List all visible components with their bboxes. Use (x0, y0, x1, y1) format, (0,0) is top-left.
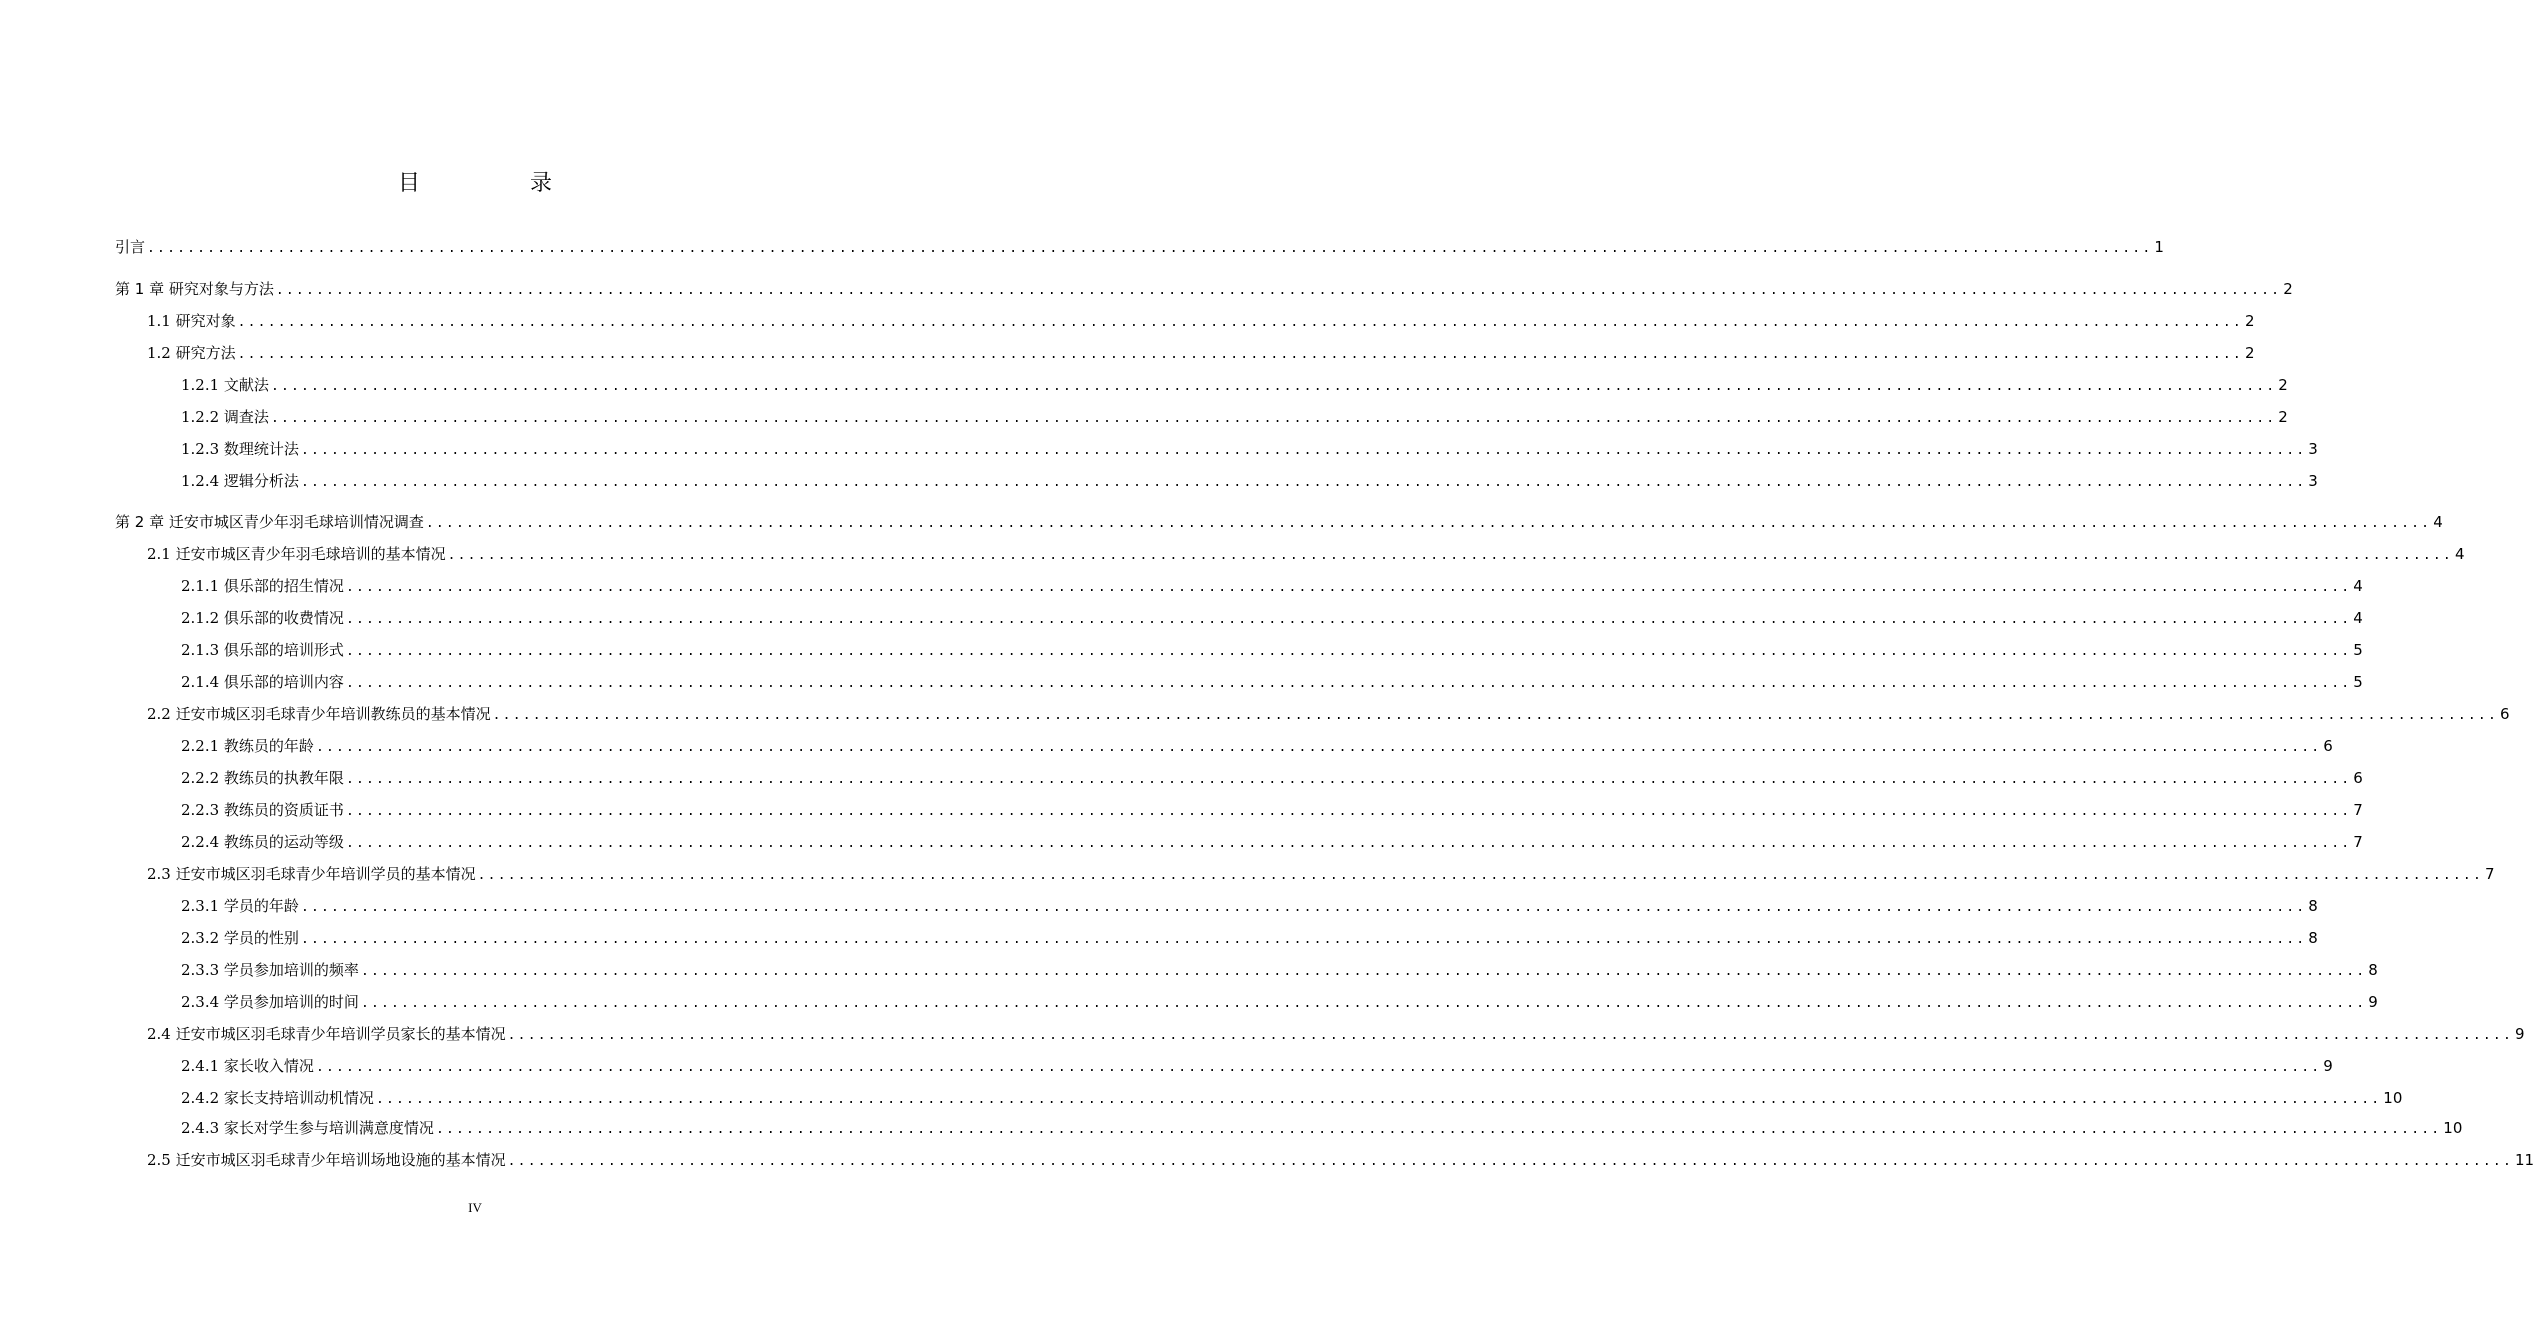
toc-entry-title: 2.1 迁安市城区青少年羽毛球培训的基本情况 (147, 545, 446, 563)
toc-entry[interactable] (147, 864, 2495, 886)
toc-entry[interactable] (147, 704, 2510, 726)
toc-entry[interactable] (181, 608, 2363, 630)
toc-entry[interactable] (181, 992, 2378, 1014)
toc-entry-title: 引言 (115, 238, 146, 256)
toc-entry[interactable] (147, 1024, 2525, 1046)
toc-entry-title: 第 2 章 迁安市城区青少年羽毛球培训情况调查 (115, 513, 424, 531)
toc-entry[interactable] (181, 1088, 2403, 1110)
toc-leader-dots: ........................................................................................................................................................................................................ (360, 996, 2367, 1011)
toc-entry-title: 1.2.1 文献法 (181, 376, 269, 394)
toc-entry[interactable] (181, 896, 2318, 918)
toc-entry-title: 2.4.3 家长对学生参与培训满意度情况 (181, 1119, 434, 1137)
toc-entry[interactable] (115, 279, 2293, 301)
toc-leader-dots: ........................................................................................................................................................................................................ (345, 580, 2352, 595)
toc-leader-dots: ........................................................................................................................................................................................................ (375, 1092, 2382, 1107)
toc-entry-page: 2 (2244, 312, 2255, 330)
toc-leader-dots: ........................................................................................................................................................................................................ (435, 1122, 2442, 1137)
toc-leader-dots: ........................................................................................................................................................................................................ (300, 475, 2307, 490)
toc-entry-page: 9 (2514, 1025, 2525, 1043)
toc-entry-page: 6 (2499, 705, 2510, 723)
toc-entry[interactable] (115, 512, 2443, 534)
toc-leader-dots: ........................................................................................................................................................................................................ (237, 347, 2243, 362)
toc-entry-title: 2.2.2 教练员的执教年限 (181, 769, 344, 787)
toc-entry[interactable] (181, 960, 2378, 982)
toc-entry[interactable] (181, 439, 2318, 461)
toc-leader-dots: ........................................................................................................................................................................................................ (345, 644, 2352, 659)
toc-entry-page: 8 (2308, 897, 2318, 915)
toc-entry[interactable] (181, 1056, 2333, 1078)
toc-entry-title: 2.3.3 学员参加培训的频率 (181, 961, 359, 979)
toc-leader-dots: ........................................................................................................................................................................................................ (345, 676, 2352, 691)
toc-entry-page: 2 (2278, 376, 2288, 394)
toc-entry-page: 9 (2368, 993, 2378, 1011)
toc-entry-page: 11 (2514, 1151, 2534, 1169)
toc-entry-title: 2.1.3 俱乐部的培训形式 (181, 641, 344, 659)
toc-leader-dots: ........................................................................................................................................................................................................ (315, 740, 2322, 755)
toc-leader-dots: ........................................................................................................................................................................................................ (447, 548, 2453, 563)
toc-entry[interactable] (181, 768, 2363, 790)
toc-entry-title: 2.2.3 教练员的资质证书 (181, 801, 344, 819)
toc-entry-page: 6 (2353, 769, 2363, 787)
toc-entry-page: 7 (2484, 865, 2495, 883)
toc-leader-dots: ........................................................................................................................................................................................................ (360, 964, 2367, 979)
toc-entry[interactable] (181, 832, 2363, 854)
toc-entry-title: 2.3.1 学员的年龄 (181, 897, 299, 915)
toc-entry-page: 2 (2283, 280, 2293, 298)
toc-entry[interactable] (181, 800, 2363, 822)
toc-entry-page: 8 (2308, 929, 2318, 947)
toc-leader-dots: ........................................................................................................................................................................................................ (270, 411, 2277, 426)
toc-leader-dots: ........................................................................................................................................................................................................ (237, 315, 2243, 330)
toc-entry[interactable] (181, 1118, 2463, 1140)
toc-entry-page: 5 (2353, 673, 2363, 691)
toc-entry-page: 2 (2278, 408, 2288, 426)
toc-leader-dots: ........................................................................................................................................................................................................ (345, 612, 2352, 627)
toc-entry-title: 2.2.1 教练员的年龄 (181, 737, 314, 755)
toc-entry[interactable] (181, 375, 2288, 397)
toc-entry-title: 2.1.4 俱乐部的培训内容 (181, 673, 344, 691)
toc-entry-page: 8 (2368, 961, 2378, 979)
toc-leader-dots: ........................................................................................................................................................................................................ (315, 1060, 2322, 1075)
toc-entry[interactable] (147, 343, 2255, 365)
toc-leader-dots: ........................................................................................................................................................................................................ (507, 1154, 2513, 1169)
toc-leader-dots: ........................................................................................................................................................................................................ (275, 283, 2282, 298)
toc-entry[interactable] (147, 544, 2465, 566)
toc-entry[interactable] (181, 576, 2363, 598)
toc-entry[interactable] (181, 640, 2363, 662)
toc-entry-page: 3 (2308, 440, 2318, 458)
toc-entry-title: 1.1 研究对象 (147, 312, 236, 330)
toc-entry-page: 2 (2244, 344, 2255, 362)
toc-entry-title: 2.1.1 俱乐部的招生情况 (181, 577, 344, 595)
toc-leader-dots: ........................................................................................................................................................................................................ (345, 836, 2352, 851)
toc-entry-title: 1.2 研究方法 (147, 344, 236, 362)
toc-leader-dots: ........................................................................................................................................................................................................ (425, 516, 2432, 531)
toc-entry[interactable] (181, 672, 2363, 694)
toc-entry-page: 10 (2443, 1119, 2463, 1137)
toc-entry-title: 2.3.4 学员参加培训的时间 (181, 993, 359, 1011)
page-title: 目 录 (397, 171, 596, 196)
toc-leader-dots: ........................................................................................................................................................................................................ (345, 804, 2352, 819)
toc-leader-dots: ........................................................................................................................................................................................................ (477, 868, 2483, 883)
toc-leader-dots: ........................................................................................................................................................................................................ (300, 443, 2307, 458)
toc-entry[interactable] (147, 1150, 2534, 1172)
toc-entry-title: 1.2.3 数理统计法 (181, 440, 299, 458)
toc-entry-title: 1.2.2 调查法 (181, 408, 269, 426)
toc-entry[interactable] (181, 928, 2318, 950)
toc-entry[interactable] (181, 736, 2333, 758)
toc-leader-dots: ........................................................................................................................................................................................................ (300, 900, 2307, 915)
toc-leader-dots: ........................................................................................................................................................................................................ (147, 241, 2153, 256)
toc-entry-title: 1.2.4 逻辑分析法 (181, 472, 299, 490)
toc-leader-dots: ........................................................................................................................................................................................................ (270, 379, 2277, 394)
toc-entry-title: 2.4.1 家长收入情况 (181, 1057, 314, 1075)
toc-entry-page: 4 (2353, 609, 2363, 627)
toc-entry-page: 4 (2454, 545, 2465, 563)
toc-entry-title: 2.4 迁安市城区羽毛球青少年培训学员家长的基本情况 (147, 1025, 506, 1043)
toc-entry-page: 4 (2433, 513, 2443, 531)
toc-entry[interactable] (115, 237, 2164, 259)
toc-entry-page: 3 (2308, 472, 2318, 490)
toc-entry-page: 5 (2353, 641, 2363, 659)
toc-entry-page: 9 (2323, 1057, 2333, 1075)
toc-entry-page: 4 (2353, 577, 2363, 595)
toc-leader-dots: ........................................................................................................................................................................................................ (300, 932, 2307, 947)
toc-entry-page: 6 (2323, 737, 2333, 755)
toc-entry[interactable] (181, 471, 2318, 493)
toc-entry-title: 2.1.2 俱乐部的收费情况 (181, 609, 344, 627)
toc-entry-page: 10 (2383, 1089, 2403, 1107)
toc-entry-title: 2.2 迁安市城区羽毛球青少年培训教练员的基本情况 (147, 705, 491, 723)
toc-entry[interactable] (181, 407, 2288, 429)
toc-leader-dots: ........................................................................................................................................................................................................ (507, 1028, 2513, 1043)
toc-leader-dots: ........................................................................................................................................................................................................ (492, 708, 2498, 723)
toc-entry-page: 7 (2353, 801, 2363, 819)
toc-entry-title: 2.3.2 学员的性别 (181, 929, 299, 947)
toc-entry-title: 第 1 章 研究对象与方法 (115, 280, 274, 298)
toc-entry-title: 2.4.2 家长支持培训动机情况 (181, 1089, 374, 1107)
toc-entry-page: 1 (2154, 238, 2164, 256)
toc-leader-dots: ........................................................................................................................................................................................................ (345, 772, 2352, 787)
toc-entry-title: 2.3 迁安市城区羽毛球青少年培训学员的基本情况 (147, 865, 476, 883)
toc-entry-page: 7 (2353, 833, 2363, 851)
footer-page-number: IV (468, 1200, 482, 1215)
toc-entry-title: 2.2.4 教练员的运动等级 (181, 833, 344, 851)
toc-entry-title: 2.5 迁安市城区羽毛球青少年培训场地设施的基本情况 (147, 1151, 506, 1169)
toc-entry[interactable] (147, 311, 2255, 333)
